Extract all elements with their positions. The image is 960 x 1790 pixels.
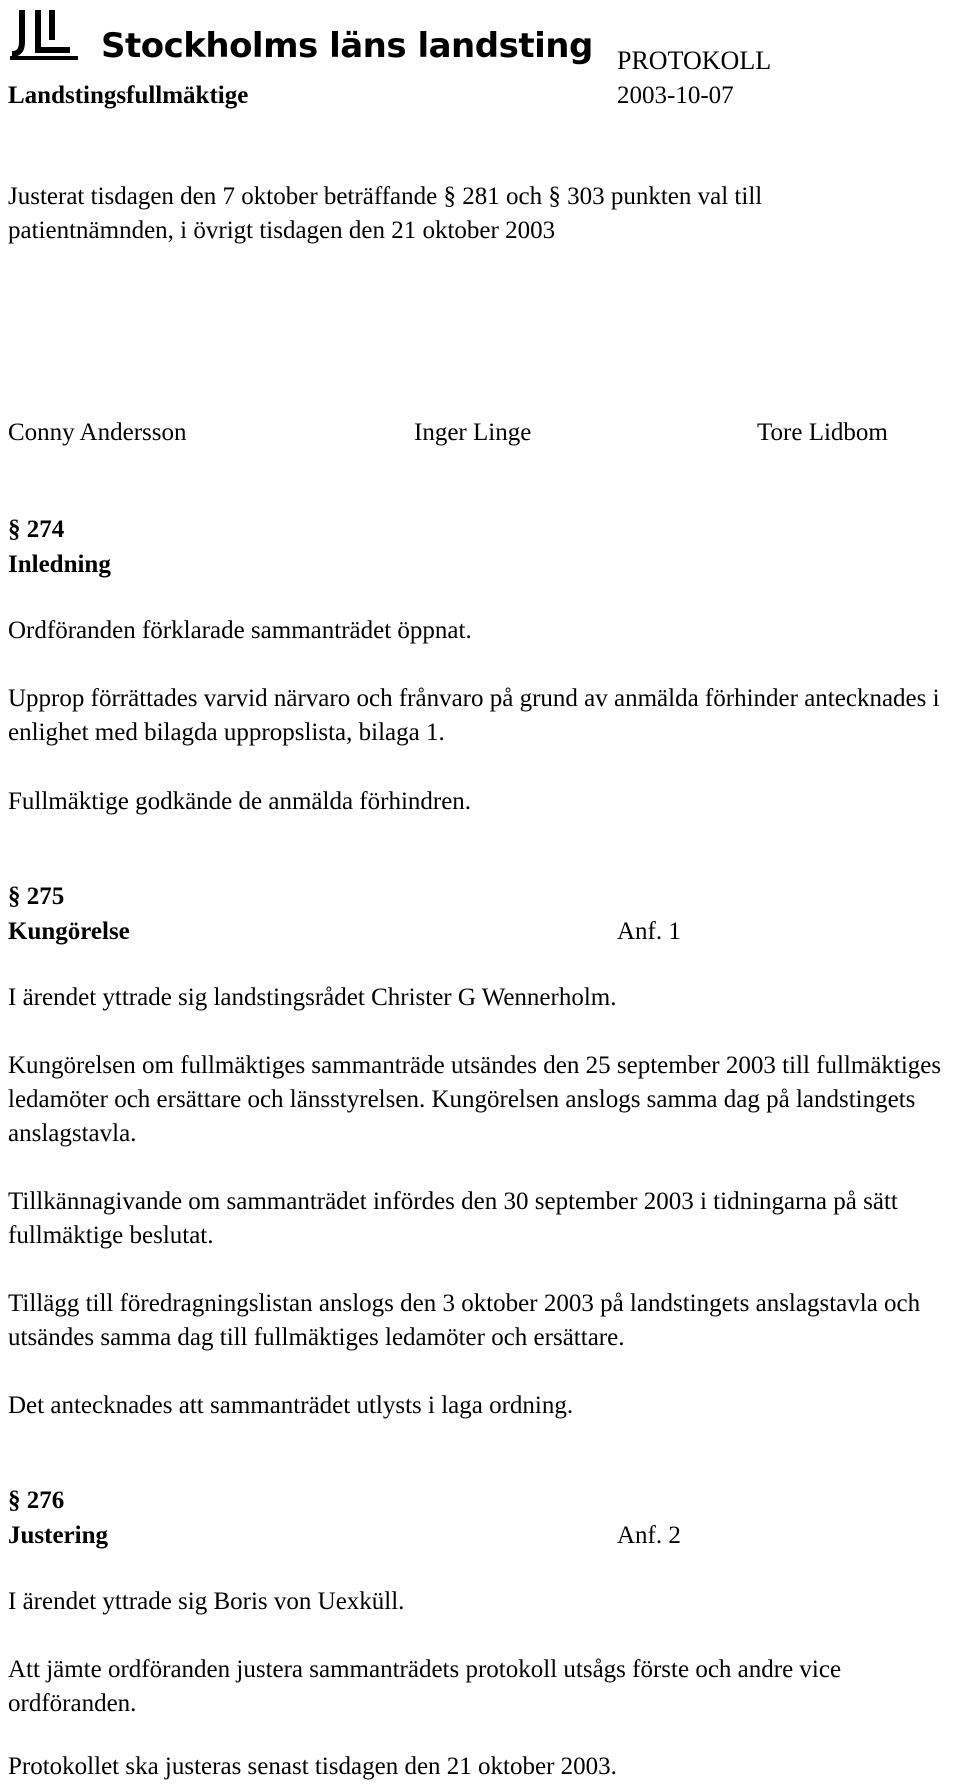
organization-logo [8, 6, 593, 66]
section-title: Justering [8, 1522, 108, 1549]
section-paragraph: Fullmäktige godkände de anmälda förhindren. [8, 788, 472, 815]
document-type: PROTOKOLL [617, 46, 772, 75]
signature-name: Inger Linge [414, 419, 532, 446]
section-paragraph: Att jämte ordföranden justera sammanträdets protokoll utsågs förste och andre vice ordföranden. [8, 1656, 842, 1717]
section-number: § 276 [8, 1487, 65, 1514]
section-paragraph: Tillkännagivande om sammanträdet infördes den 30 september 2003 i tidningarna på sätt fullmäktige beslutat. [8, 1188, 898, 1249]
document-date: 2003-10-07 [617, 82, 734, 109]
anforande-reference: Anf. 2 [617, 1522, 681, 1549]
section-paragraph: Ordföranden förklarade sammanträdet öppnat. [8, 617, 472, 644]
anforande-reference: Anf. 1 [617, 918, 681, 945]
logo-text: Stockholms läns landsting [101, 26, 593, 66]
justerat-line-2: patientnämnden, i övrigt tisdagen den 21 oktober 2003 [8, 217, 556, 244]
section-number: § 274 [8, 516, 65, 543]
signature-name: Conny Andersson [8, 419, 187, 446]
section-paragraph: Det antecknades att sammanträdet utlysts i laga ordning. [8, 1392, 574, 1419]
section-number: § 275 [8, 883, 65, 910]
section-paragraph: I ärendet yttrade sig landstingsrådet Christer G Wennerholm. [8, 984, 617, 1011]
section-paragraph: Kungörelsen om fullmäktiges sammanträde utsändes den 25 september 2003 till fullmäktiges ledamöter och ersättare och länsstyrelsen. Kungörelsen anslogs samma dag på landstingets anslagstavla. [8, 1052, 942, 1147]
sll-emblem-icon [8, 6, 98, 62]
section-paragraph: Upprop förrättades varvid närvaro och frånvaro på grund av anmälda förhinder antecknades i enlighet med bilagda uppropslista, bilaga 1. [8, 685, 940, 746]
section-paragraph: Tillägg till föredragningslistan anslogs den 3 oktober 2003 på landstingets anslagstavla och utsändes samma dag till fullmäktiges ledamöter och ersättare. [8, 1290, 921, 1351]
justerat-line-1: Justerat tisdagen den 7 oktober beträffande § 281 och § 303 punkten val till [8, 183, 763, 210]
body-name: Landstingsfullmäktige [8, 82, 249, 109]
section-title: Inledning [8, 551, 111, 578]
section-title: Kungörelse [8, 918, 130, 945]
section-paragraph: I ärendet yttrade sig Boris von Uexküll. [8, 1588, 405, 1615]
section-paragraph: Protokollet ska justeras senast tisdagen den 21 oktober 2003. [8, 1753, 617, 1780]
signature-name: Tore Lidbom [757, 419, 888, 446]
